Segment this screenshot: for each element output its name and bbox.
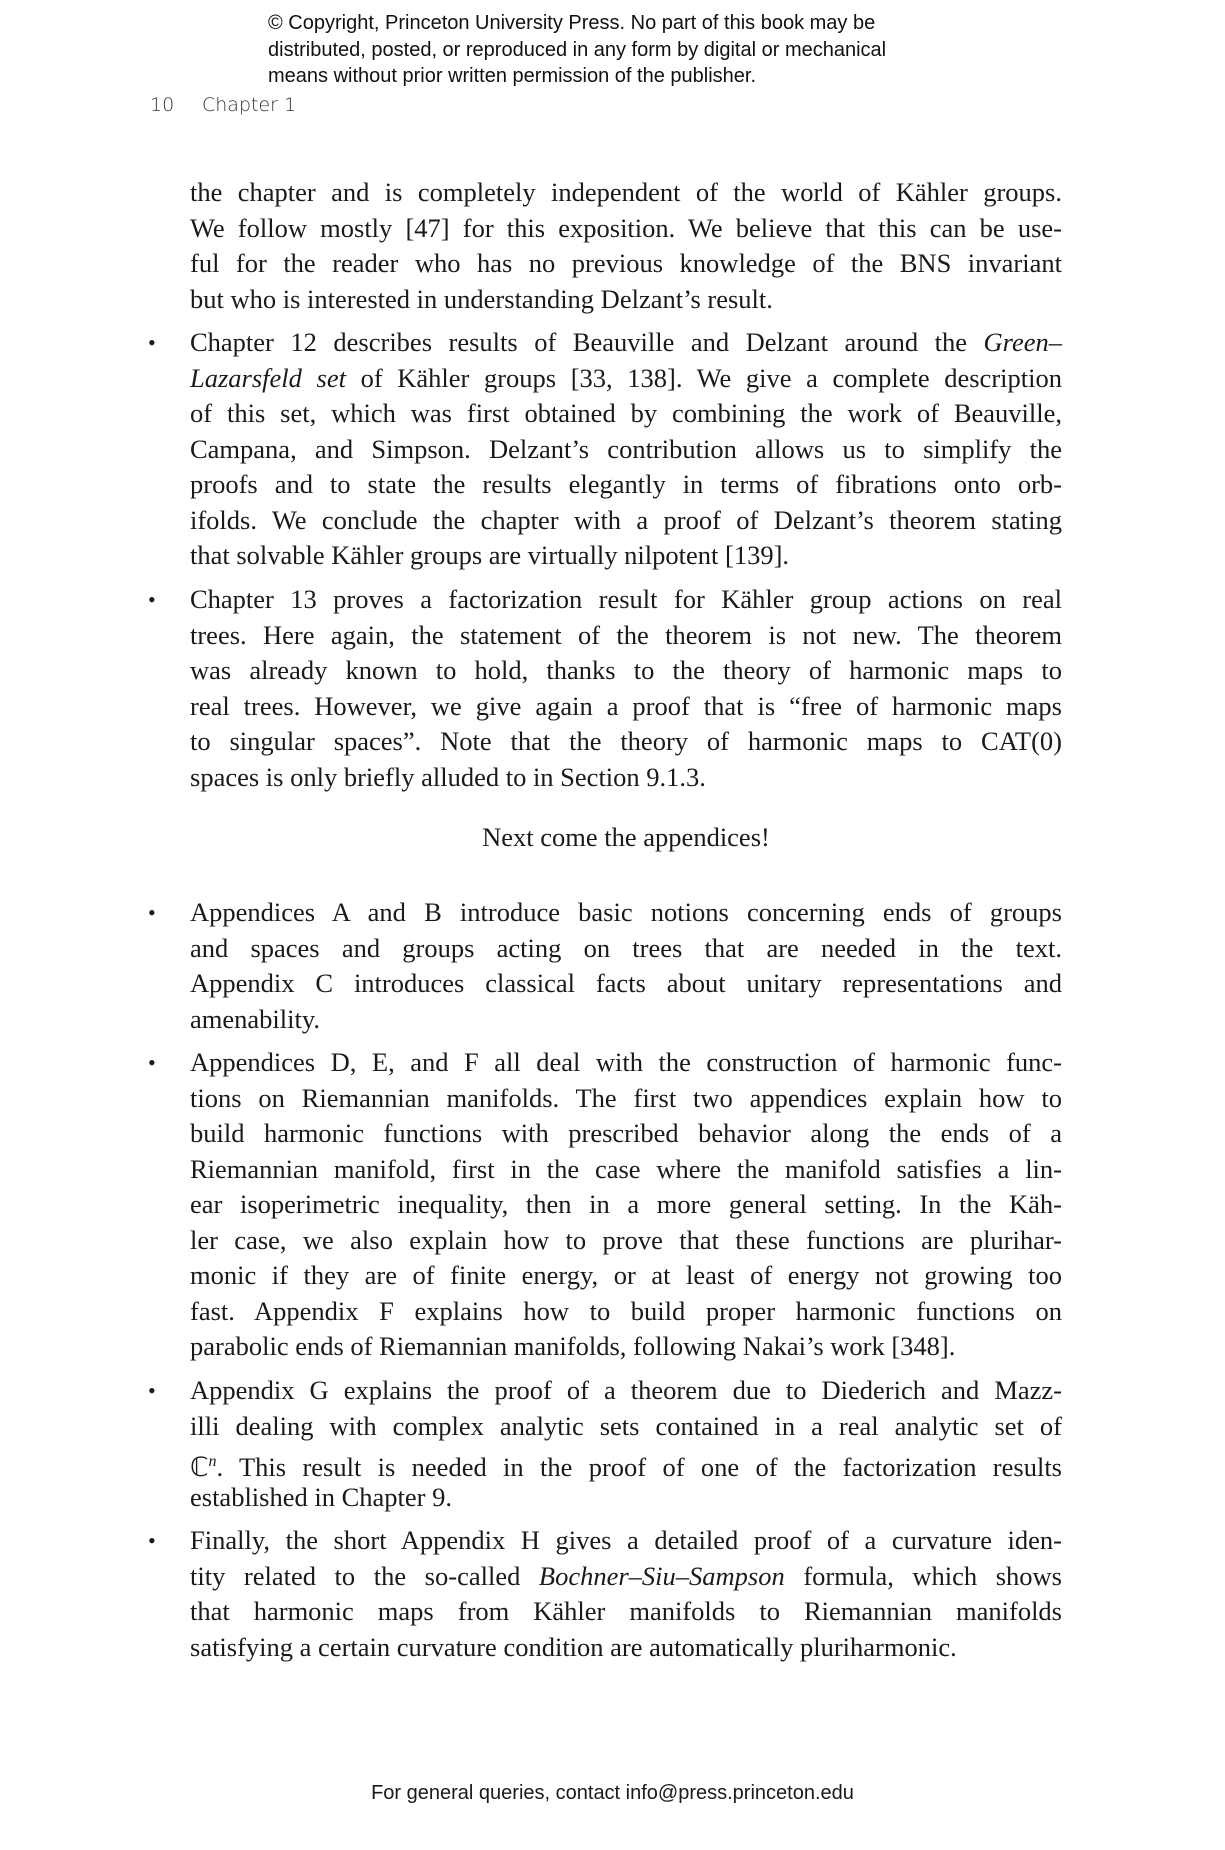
text-line: established in Chapter 9. [190,1481,452,1512]
text-line: parabolic ends of Riemannian manifolds, following Nakai’s work [348]. [190,1331,956,1361]
text-line: tions on Riemannian manifolds. The first two appendices explain how to [190,1082,1062,1113]
text-line: but who is interested in understanding Delzant’s result. [190,283,773,314]
text-segment: of Kähler groups [33, 138]. We give a complete description [345,362,1062,393]
text-line: of this set, which was first obtained by combining the work of Beauville, [190,398,1062,428]
copyright-line: © Copyright, Princeton University Press. No part of this book may be [268,12,876,34]
italic-text: Green– [983,327,1062,357]
text-line: real trees. However, we give again a proof that is “free of harmonic maps [190,690,1062,721]
running-title: Chapter 1 [202,94,297,116]
bullet-icon: • [148,1378,156,1403]
text-segment: Chapter 12 describes results of Beauville and Delzant around the [190,327,984,357]
italic-text: n [208,1453,217,1470]
text-segment: ℂ [190,1451,209,1482]
text-line: We follow mostly [47] for this exposition. We believe that this can be use- [190,212,1062,243]
bullet-icon: • [148,587,156,612]
text-line: was already known to hold, thanks to the theory of harmonic maps to [190,655,1062,685]
text-line: ifolds. We conclude the chapter with a proof of Delzant’s theorem stating [190,504,1062,535]
footer-contact: For general queries, contact info@press.princeton.edu [371,1782,854,1804]
italic-text: Bochner–Siu–Sampson [538,1560,785,1591]
text-line: and spaces and groups acting on trees that are needed in the text. [190,932,1062,963]
text-line: ful for the reader who has no previous knowledge of the BNS invariant [190,248,1062,278]
text-segment: formula, which shows [784,1560,1062,1591]
text-line: illi dealing with complex analytic sets contained in a real analytic set of [190,1410,1062,1441]
interlude-text: Next come the appendices! [482,822,770,852]
text-line: satisfying a certain curvature condition are automatically pluriharmonic. [190,1631,957,1662]
text-line: Appendix C introduces classical facts about unitary representations and [190,968,1062,998]
text-line: Campana, and Simpson. Delzant’s contribution allows us to simplify the [190,433,1062,464]
bullet-icon: • [148,900,156,925]
text-line [190,1444,1062,1480]
text-line: Riemannian manifold, first in the case where the manifold satisfies a lin- [190,1153,1062,1184]
bullet-item [148,1523,1062,1665]
text-line: Chapter 13 proves a factorization result for Kähler group actions on real [190,584,1062,614]
text-line: ear isoperimetric inequality, then in a more general setting. In the Käh- [190,1189,1062,1219]
text-line: Appendix G explains the proof of a theorem due to Diederich and Mazz- [190,1375,1062,1405]
text-line: ler case, we also explain how to prove that these functions are plurihar- [190,1224,1062,1255]
paragraph [190,175,1062,317]
text-line: fast. Appendix F explains how to build proper harmonic functions on [190,1295,1062,1326]
copyright-line: distributed, posted, or reproduced in any form by digital or mechanical [268,38,887,61]
bullet-item [148,895,1062,1037]
bullet-icon: • [148,1528,156,1553]
italic-text: Lazarsfeld set [190,362,346,393]
text-line: that harmonic maps from Kähler manifolds to Riemannian manifolds [190,1596,1062,1626]
text-line: that solvable Kähler groups are virtually nilpotent [139]. [190,540,790,570]
bullet-item [148,1373,1062,1515]
text-line: Finally, the short Appendix H gives a detailed proof of a curvature iden- [190,1525,1062,1555]
text-line: Appendices A and B introduce basic notions concerning ends of groups [190,897,1062,927]
bullet-item [148,1045,1062,1365]
bullet-icon: • [148,330,156,355]
text-line: trees. Here again, the statement of the theorem is not new. The theorem [190,619,1062,650]
text-line: build harmonic functions with prescribed behavior along the ends of a [190,1118,1062,1148]
bullet-item [148,325,1062,574]
text-line: amenability. [190,1003,321,1034]
copyright-notice [268,10,886,90]
bullet-item [148,582,1062,795]
text-line: proofs and to state the results elegantly in terms of fibrations onto orb- [190,469,1062,499]
text-line: to singular spaces”. Note that the theory of harmonic maps to CAT(0) [190,726,1062,756]
text-segment: . This result is needed in the proof of one of the factorization results [216,1451,1062,1482]
text-line: monic if they are of finite energy, or at least of energy not growing too [190,1260,1062,1290]
text-segment: tity related to the so-called [190,1560,539,1591]
text-line [190,361,1062,397]
text-line [190,1559,1062,1595]
text-line: Appendices D, E, and F all deal with the construction of harmonic func- [190,1047,1062,1077]
text-line: spaces is only briefly alluded to in Section 9.1.3. [190,761,706,792]
page-number: 10 [150,94,175,116]
text-line [190,325,1062,361]
text-line: the chapter and is completely independent of the world of Kähler groups. [190,177,1062,207]
copyright-line: means without prior written permission of the publisher. [268,65,757,87]
bullet-icon: • [148,1050,156,1075]
